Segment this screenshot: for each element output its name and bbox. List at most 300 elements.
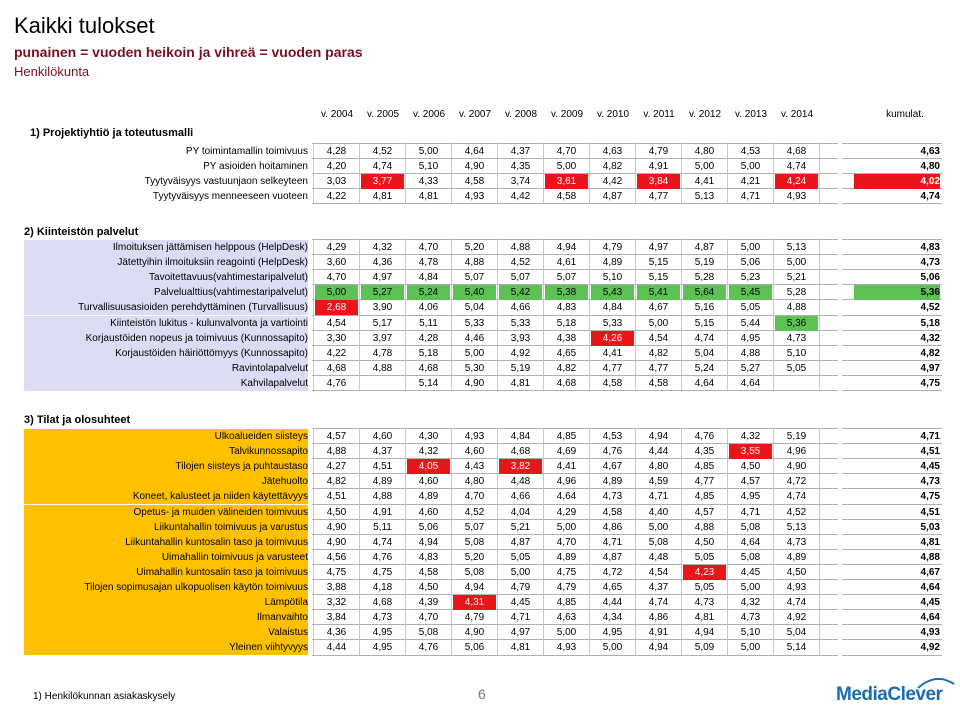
value-cell [361,376,404,391]
value-cell: 5,05 [510,551,531,563]
value-cell: 4,39 [418,597,439,609]
value-cell: 4,40 [648,506,669,518]
value-cell: 5,00 [648,521,669,533]
footnote: 1) Henkilökunnan asiakaskysely [33,691,176,702]
row-label: Palvelualttius(vahtimestaripalvelut) [154,287,308,299]
value-cell: 5,21 [786,272,807,284]
value-cell: 4,86 [602,521,623,533]
page-subtitle: punainen = vuoden heikoin ja vihreä = vuoden paras [14,44,363,60]
value-cell: 4,75 [326,566,347,578]
value-cell: 5,21 [510,521,531,533]
table-row [0,376,960,391]
value-cell: 5,30 [464,362,485,374]
value-cell: 5,05 [694,582,715,593]
value-cell: 5,08 [464,566,485,578]
value-cell: 4,85 [694,491,715,503]
value-cell: 4,70 [418,242,439,253]
table-row [0,610,960,625]
value-cell: 4,57 [694,506,715,518]
cumulative-cell: 4,92 [920,642,940,654]
value-cell: 3,55 [729,444,772,459]
value-cell: 5,00 [556,627,577,639]
value-cell: 4,36 [326,627,347,639]
value-cell: 5,08 [418,627,439,639]
table-row [0,640,960,655]
value-cell: 4,81 [694,612,715,624]
value-cell: 4,70 [326,272,347,284]
value-cell: 4,74 [786,161,807,173]
value-cell: 4,33 [418,176,439,188]
value-cell: 3,60 [326,257,347,269]
table-row [0,625,960,640]
value-cell: 4,38 [556,332,577,344]
value-cell: 4,82 [326,476,347,488]
value-cell: 4,90 [464,377,485,389]
value-cell: 4,56 [326,551,347,563]
value-cell: 4,52 [372,146,393,157]
value-cell: 5,05 [694,551,715,563]
value-cell: 5,19 [786,431,807,442]
value-cell: 5,05 [786,362,807,374]
value-cell: 5,00 [556,521,577,533]
value-cell: 5,14 [786,642,807,654]
value-cell: 4,93 [464,431,485,442]
table-row [0,331,960,346]
value-cell: 4,31 [453,595,496,610]
cumulative-cell: 4,97 [920,362,940,374]
value-cell: 4,42 [510,191,531,203]
row-label: Opetus- ja muiden välineiden toimivuus [133,506,308,518]
value-cell: 4,70 [418,612,439,624]
cumulative-cell: 4,73 [920,257,940,269]
cumulative-cell: 5,03 [920,521,940,533]
value-cell: 4,58 [556,191,577,203]
table-row [0,429,960,444]
value-cell: 4,93 [556,642,577,654]
value-cell: 5,06 [418,521,439,533]
value-cell: 5,18 [556,317,577,329]
cumulative-cell: 4,80 [920,161,940,173]
value-cell: 5,28 [694,272,715,284]
value-cell: 5,08 [740,551,761,563]
cumulative-cell: 4,67 [920,566,940,578]
value-cell: 4,93 [786,191,807,203]
value-cell: 4,81 [510,377,531,389]
value-cell: 5,05 [740,302,761,314]
row-label: Tyytyväisyys menneeseen vuoteen [152,191,308,203]
value-cell: 5,36 [775,316,818,331]
value-cell: 4,76 [372,551,393,563]
value-cell: 4,67 [648,302,669,314]
row-label: Uimahallin kuntosalin taso ja toimivuus [136,566,308,578]
value-cell: 5,11 [419,317,438,329]
value-cell: 5,45 [729,285,772,300]
value-cell: 4,48 [648,551,669,563]
value-cell: 3,88 [326,582,347,593]
value-cell: 4,50 [418,582,439,593]
value-cell: 4,85 [556,597,577,609]
value-cell: 3,30 [326,332,347,344]
value-cell: 5,07 [464,521,485,533]
row-label: Jätettyihin ilmoituksiin reagointi (HelpDesk) [117,257,308,269]
value-cell: 4,52 [510,257,531,269]
value-cell: 4,75 [556,566,577,578]
cumulative-cell: 4,02 [854,174,940,189]
value-cell: 4,26 [591,331,634,346]
value-cell: 5,13 [786,242,807,253]
value-cell: 5,00 [418,146,439,157]
value-cell: 5,28 [786,287,807,299]
column-header: v. 2006 [412,109,446,120]
value-cell: 4,68 [418,362,439,374]
value-cell: 4,81 [510,642,531,654]
value-cell: 5,27 [361,285,404,300]
cumulative-cell: 4,63 [920,146,940,157]
value-cell: 4,84 [510,431,531,442]
value-cell: 4,22 [326,191,347,203]
value-cell: 4,45 [510,597,531,609]
value-cell: 4,35 [694,446,715,458]
row-label: Liikuntahallin kuntosalin taso ja toimivuus [125,536,308,548]
value-cell: 4,82 [602,161,623,173]
value-cell: 5,08 [740,521,761,533]
cumulative-cell: 4,93 [920,627,940,639]
value-cell: 5,23 [740,272,761,284]
column-header: v. 2007 [458,109,492,120]
value-cell: 5,17 [372,317,393,329]
value-cell: 4,70 [556,146,577,157]
value-cell: 4,90 [326,521,347,533]
cumulative-cell: 4,64 [920,582,940,593]
value-cell: 4,77 [694,476,715,488]
value-cell: 4,76 [602,446,623,458]
value-cell: 5,00 [694,161,715,173]
value-cell: 5,07 [556,272,577,284]
value-cell: 4,71 [602,536,623,548]
value-cell: 5,14 [418,377,439,389]
value-cell: 4,29 [326,242,347,253]
value-cell: 4,73 [740,612,761,624]
table-row [0,580,960,595]
value-cell: 4,94 [648,431,669,442]
value-cell: 4,78 [418,257,439,269]
page-number: 6 [478,686,486,702]
value-cell: 4,30 [418,431,439,442]
value-cell: 4,44 [648,446,669,458]
value-cell: 4,66 [510,302,531,314]
value-cell: 5,33 [602,317,623,329]
value-cell: 5,10 [418,161,439,173]
value-cell: 4,61 [556,257,577,269]
value-cell: 4,52 [464,506,485,518]
value-cell: 4,45 [740,566,761,578]
cumulative-cell: 4,32 [920,332,940,344]
row-label: Yleinen viihtyvyys [229,642,308,654]
value-cell: 4,22 [326,347,347,359]
value-cell: 4,53 [740,146,761,157]
value-cell: 4,79 [464,612,485,624]
value-cell: 4,76 [418,642,439,654]
value-cell: 4,65 [556,347,577,359]
value-cell: 5,00 [740,582,761,593]
value-cell: 4,24 [775,174,818,189]
section-title: 1) Projektiyhtiö ja toteutusmalli [30,127,194,139]
value-cell: 4,89 [786,551,807,563]
value-cell: 4,20 [326,161,347,173]
value-cell: 4,97 [648,242,669,253]
value-cell: 4,75 [372,566,393,578]
value-cell: 4,60 [418,506,439,518]
value-cell: 4,32 [740,597,761,609]
value-cell: 4,64 [740,377,761,389]
value-cell: 4,79 [648,146,669,157]
value-cell: 4,58 [648,377,669,389]
value-cell: 4,81 [372,191,393,203]
value-cell: 4,89 [418,491,439,503]
cumulative-cell: 4,75 [920,377,940,389]
value-cell: 5,04 [694,347,715,359]
value-cell: 4,74 [372,536,393,548]
value-cell: 4,32 [418,446,439,458]
value-cell: 4,36 [372,257,393,269]
value-cell: 4,43 [464,461,485,473]
value-cell: 4,78 [372,347,393,359]
cumulative-cell: 4,64 [920,612,940,624]
value-cell: 4,73 [602,491,623,503]
value-cell: 5,06 [740,257,761,269]
table-row [0,159,960,174]
value-cell: 4,64 [740,536,761,548]
value-cell: 5,04 [786,627,807,639]
value-cell: 4,23 [683,565,726,580]
value-cell: 4,94 [464,582,485,593]
value-cell: 4,34 [602,612,623,624]
value-cell: 4,87 [510,536,531,548]
value-cell: 4,64 [556,491,577,503]
column-header: v. 2012 [688,109,722,120]
value-cell: 4,74 [694,332,715,344]
value-cell: 4,52 [786,506,807,518]
cumulative-cell: 4,52 [920,302,940,314]
value-cell: 4,74 [648,597,669,609]
value-cell: 4,97 [372,272,393,284]
value-cell: 4,88 [510,242,531,253]
value-cell: 4,63 [556,612,577,624]
value-cell: 4,41 [556,461,577,473]
value-cell: 4,54 [326,317,347,329]
row-label: Ilmanvaihto [256,612,308,624]
value-cell: 4,77 [648,362,669,374]
value-cell: 5,00 [740,161,761,173]
table-row [0,505,960,520]
value-cell: 4,57 [740,476,761,488]
value-cell: 4,63 [602,146,623,157]
value-cell: 5,00 [464,347,485,359]
row-label: Koneet, kalusteet ja niiden käytettävyys [132,491,308,503]
value-cell: 4,54 [648,566,669,578]
value-cell: 4,91 [372,506,393,518]
group-label: Henkilökunta [14,64,90,79]
value-cell: 5,15 [648,257,669,269]
value-cell: 4,73 [694,597,715,609]
cumulative-cell: 4,75 [920,491,940,503]
table-row [0,520,960,535]
value-cell: 5,06 [464,642,485,654]
cumulative-cell: 5,18 [920,317,940,329]
value-cell: 3,61 [545,174,588,189]
value-cell: 4,28 [326,146,347,157]
row-label: Ravintolapalvelut [231,362,308,374]
value-cell: 4,79 [556,582,577,593]
value-cell: 4,88 [786,302,807,314]
label-background [24,625,308,640]
value-cell: 4,46 [464,332,485,344]
table-row [0,189,960,204]
value-cell: 4,59 [648,476,669,488]
value-cell: 4,50 [694,536,715,548]
column-header: v. 2009 [550,109,584,120]
value-cell: 5,42 [499,285,542,300]
value-cell: 4,60 [418,476,439,488]
value-cell: 4,54 [648,332,669,344]
value-cell: 4,92 [510,347,531,359]
value-cell: 4,92 [786,612,807,624]
value-cell: 5,24 [407,285,450,300]
value-cell: 4,68 [372,597,393,609]
value-cell: 4,58 [602,377,623,389]
row-label: Korjaustöiden häiriöttömyys (Kunnossapito) [115,347,308,359]
value-cell: 4,95 [372,642,393,654]
table-row [0,240,960,255]
value-cell: 4,29 [556,506,577,518]
table-row [0,174,960,189]
row-label: Lämpötila [264,597,308,609]
value-cell: 4,32 [740,431,761,442]
value-cell: 4,73 [786,332,807,344]
row-label: Korjaustöiden nopeus ja toimivuus (Kunnossapito) [85,332,308,344]
value-cell: 3,84 [326,612,347,624]
value-cell: 4,18 [372,582,393,593]
value-cell: 4,72 [602,566,623,578]
value-cell: 5,64 [683,285,726,300]
value-cell: 4,69 [556,446,577,458]
table-row [0,346,960,361]
value-cell: 4,90 [326,536,347,548]
value-cell: 5,19 [510,362,531,374]
value-cell: 4,85 [694,461,715,473]
value-cell: 4,79 [510,582,531,593]
value-cell: 5,40 [453,285,496,300]
row-label: PY asioiden hoitaminen [203,161,308,173]
column-header: v. 2010 [596,109,630,120]
value-cell: 4,71 [510,612,531,624]
value-cell: 4,32 [372,242,393,253]
table-row [0,595,960,610]
value-cell: 4,68 [786,146,807,157]
value-cell: 4,35 [510,161,531,173]
value-cell: 4,79 [602,242,623,253]
value-cell: 4,83 [418,551,439,563]
value-cell: 4,89 [372,476,393,488]
value-cell: 4,68 [556,377,577,389]
value-cell [775,376,818,391]
row-label: Tyytyväisyys vastuunjaon selkeyteen [144,176,308,188]
table-row [0,444,960,459]
value-cell: 4,53 [602,431,623,442]
value-cell: 5,00 [510,566,531,578]
column-header: v. 2008 [504,109,538,120]
value-cell: 4,84 [418,272,439,284]
value-cell: 4,74 [372,161,393,173]
value-cell: 5,16 [694,302,715,314]
value-cell: 4,51 [326,491,347,503]
value-cell: 4,86 [648,612,669,624]
cumulative-cell: 5,06 [920,272,940,284]
value-cell: 4,37 [372,446,393,458]
value-cell: 5,09 [694,642,715,654]
value-cell: 4,44 [326,642,347,654]
value-cell: 4,82 [556,362,577,374]
value-cell: 4,88 [740,347,761,359]
row-label: PY toimintamallin toimivuus [185,146,308,157]
row-label: Turvallisuusasioiden perehdyttäminen (Turvallisuus) [78,302,308,314]
value-cell: 4,96 [556,476,577,488]
table-row [0,550,960,565]
cumulative-cell: 4,45 [920,461,940,473]
value-cell: 4,21 [740,176,761,188]
value-cell: 5,10 [740,627,761,639]
value-cell: 5,08 [648,536,669,548]
value-cell: 5,13 [786,521,807,533]
cumulative-cell: 4,73 [920,476,940,488]
table-row [0,316,960,331]
value-cell: 4,37 [648,582,669,593]
cumulative-cell: 4,51 [920,506,940,518]
cumulative-cell: 5,36 [854,285,940,300]
value-cell: 5,00 [740,242,761,253]
row-label: Talvikunnossapito [229,446,308,458]
value-cell: 4,95 [740,332,761,344]
value-cell: 4,44 [602,597,623,609]
logo: MediaClever [836,684,943,705]
value-cell: 4,68 [510,446,531,458]
column-header: v. 2005 [366,109,400,120]
value-cell: 4,41 [602,347,623,359]
table-row [0,285,960,300]
value-cell: 5,24 [694,362,715,374]
value-cell: 4,58 [602,506,623,518]
value-cell: 4,51 [372,461,393,473]
value-cell: 4,58 [418,566,439,578]
value-cell: 4,97 [510,627,531,639]
value-cell: 4,06 [418,302,439,314]
value-cell: 5,04 [464,302,485,314]
table-row [0,300,960,315]
value-cell: 4,70 [464,491,485,503]
value-cell: 4,48 [510,476,531,488]
value-cell: 4,91 [648,161,669,173]
value-cell: 4,89 [556,551,577,563]
value-cell: 4,66 [510,491,531,503]
value-cell: 4,67 [602,461,623,473]
table-row [0,361,960,376]
value-cell: 4,71 [740,506,761,518]
cumulative-cell: 4,51 [920,446,940,458]
value-cell: 4,37 [510,146,531,157]
value-cell: 4,93 [464,191,485,203]
value-cell: 5,27 [740,362,761,374]
value-cell: 4,71 [740,191,761,203]
